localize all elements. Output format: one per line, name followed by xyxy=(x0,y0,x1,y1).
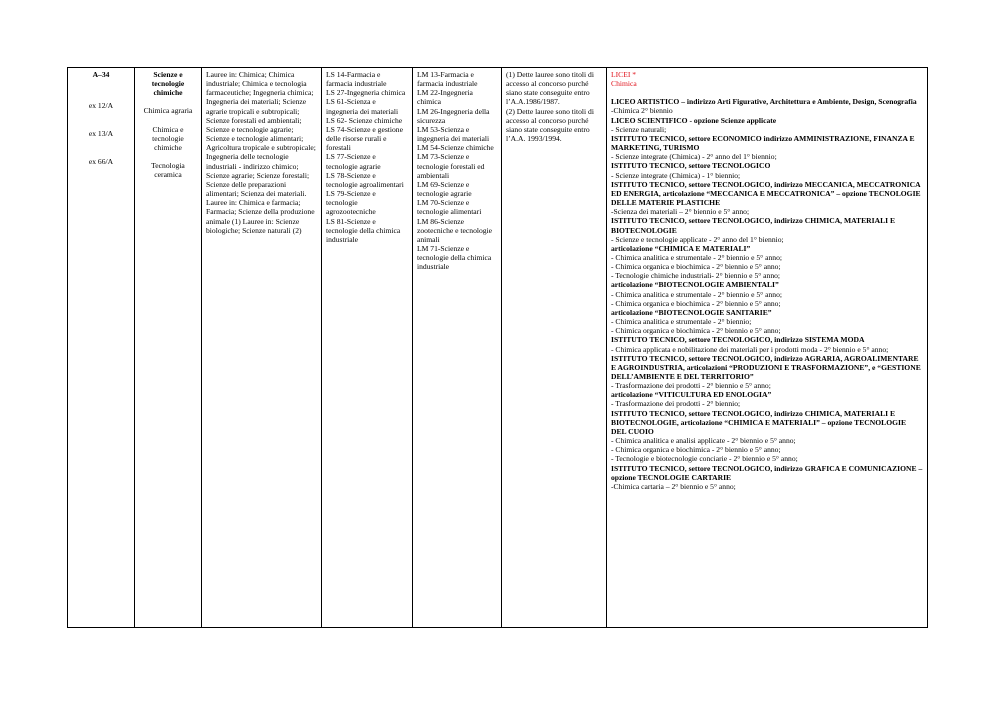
subject-line: - Chimica organica e biochimica - 2° biennio e 5° anno; xyxy=(611,298,781,308)
school-heading: ISTITUTO TECNICO, settore ECONOMICO indirizzo AMMINISTRAZIONE, FINANZA E MARKETING, TURISMO xyxy=(611,133,915,153)
note: (2) Dette lauree sono titoli di accesso al concorso purché siano state conseguite entro l’A.A. 1993/1994. xyxy=(506,106,594,144)
list-item: LS 81-Scienze e tecnologie della chimica industriale xyxy=(326,216,401,244)
subject-line: -Chimica 2° biennio xyxy=(611,106,673,116)
subject-line: - Trasformazione dei prodotti - 2° biennio e 5° anno; xyxy=(611,381,771,391)
school-heading: ISTITUTO TECNICO, settore TECNOLOGICO, indirizzo CHIMICA, MATERIALI E BIOTECNOLOGIE, articolazione “CHIMICA E MATERIALI” – opzione TECNOLOGIE DEL CUOIO xyxy=(611,408,907,436)
licei-subject: Chimica xyxy=(611,79,637,89)
former-code: ex 12/A xyxy=(88,101,114,111)
list-item: LS 62- Scienze chimiche xyxy=(326,115,403,125)
list-item: LM 86-Scienze zootecniche e tecnologie animali xyxy=(417,216,493,244)
list-item: LS 79-Scienze e tecnologie agrozootecniche xyxy=(326,189,376,217)
spacer xyxy=(611,88,923,97)
table-row xyxy=(68,68,928,628)
list-item: LS 77-Scienze e tecnologie agrarie xyxy=(326,152,381,171)
subject-line: - Scienze integrate (Chimica) - 2° anno del 1° biennio; xyxy=(611,152,777,162)
subject-line: - Chimica analitica e strumentale - 2° biennio; xyxy=(611,317,752,327)
former-name: Chimica e tecnologie chimiche xyxy=(152,124,184,152)
subject-line: - Chimica organica e biochimica - 2° biennio e 5° anno; xyxy=(611,262,781,272)
degrees-ls-cell xyxy=(322,68,413,628)
list-item: LM 22-Ingegneria chimica xyxy=(417,88,473,107)
former-code: ex 13/A xyxy=(88,129,114,139)
list-item: LM 69-Scienze e tecnologie agrarie xyxy=(417,179,472,199)
list-item: LM 53-Scienza e ingegneria dei materiali xyxy=(417,124,490,144)
school-heading: ISTITUTO TECNICO, settore TECNOLOGICO, indirizzo MECCANICA, MECCATRONICA ED ENERGIA, articolazione “MECCANICA E MECCATRONICA” – opzione TECNOLOGIE DELLE MATERIE PLASTICHE xyxy=(611,179,921,208)
note: (1) Dette lauree sono titoli di accesso al concorso purché siano state conseguite entro l’A.A.1986/1987. xyxy=(506,70,594,107)
degrees-lm-cell xyxy=(413,68,502,628)
teaching-list xyxy=(611,97,923,491)
list-item: LS 27-Ingegneria chimica xyxy=(326,88,406,98)
subject-line: - Chimica analitica e strumentale - 2° biennio e 5° anno; xyxy=(611,252,782,262)
notes-cell xyxy=(502,68,607,628)
subject-line: - Chimica analitica e strumentale - 2° biennio e 5° anno; xyxy=(611,289,782,299)
subject-line: - Tecnologie chimiche industriali- 2° biennio e 5° anno; xyxy=(611,271,781,281)
subject-line: - Scienze integrate (Chimica) - 1° biennio; xyxy=(611,170,741,180)
school-heading: ISTITUTO TECNICO, settore TECNOLOGICO, indirizzo AGRARIA, AGROALIMENTARE E AGROINDUSTRIA, articolazioni “PRODUZIONI E TRASFORMAZIONE”, e “GESTIONE DELL’AMBIENTE E DEL TERRITORIO” xyxy=(611,353,921,381)
code-cell xyxy=(68,68,135,628)
subject-line: - Chimica applicata e nobilitazione dei materiali per i prodotti moda - 2° biennio e 5° anno; xyxy=(611,344,889,354)
degrees-old-text: Lauree in: Chimica; Chimica industriale; Chimica e tecnologia farmaceutiche; Ingegneria chimica; Ingegneria dei materiali; Scienze agrarie tropicali e subtropicali; Scienze forestali ed ambientali; Scienze e tecnologie agrarie; Scienze e tecnologie alimentari; Agricoltura tropicale e subtropicale; Ingegneria delle tecnologie industriali - indirizzo chimico; Scienze agrarie; Scienze forestali; Scienze delle preparazioni alimentari; Scienza dei materiali. Lauree in: Chimica e farmacia; Farmacia; Scienze della produzione animale (1) Lauree in: Scienze biologiche; Scienze naturali (2) xyxy=(206,70,316,235)
degrees-old-cell xyxy=(202,68,322,628)
subject-line: - Scienze naturali; xyxy=(611,124,667,134)
subject-line: - Trasformazione dei prodotti - 2° biennio; xyxy=(611,399,741,409)
class-name: Scienze e tecnologie chimiche xyxy=(151,70,185,98)
former-name: Tecnologia ceramica xyxy=(151,161,185,180)
school-heading: LICEO SCIENTIFICO - opzione Scienze applicate xyxy=(611,115,777,125)
subject-line: - Tecnologie e biotecnologie conciarie - 2° biennio e 5° anno; xyxy=(611,454,798,464)
subject-line: - Chimica analitica e analisi applicate - 2° biennio e 5° anno; xyxy=(611,436,796,446)
list-item: LM 73-Scienze e tecnologie forestali ed ambientali xyxy=(417,152,485,180)
subject-line: - Chimica organica e biochimica - 2° biennio e 5° anno; xyxy=(611,326,781,336)
list-item: LS 74-Scienze e gestione delle risorse rurali e forestali xyxy=(326,124,403,153)
classe-concorso-table xyxy=(67,67,928,628)
list-item: LS 78-Scienze e tecnologie agroalimentari xyxy=(326,170,404,189)
name-cell xyxy=(135,68,202,628)
school-heading: LICEO ARTISTICO – indirizzo Arti Figurative, Architettura e Ambiente, Design, Scenografia xyxy=(611,97,917,107)
school-heading: articolazione “CHIMICA E MATERIALI” xyxy=(611,243,751,253)
subject-line: - Scienze e tecnologie applicate - 2° anno del 1° biennio; xyxy=(611,234,784,244)
school-heading: ISTITUTO TECNICO, settore TECNOLOGICO xyxy=(611,161,771,171)
licei-label: LICEI * xyxy=(611,70,637,79)
teaching-cell xyxy=(607,68,928,628)
school-heading: articolazione “VITICULTURA ED ENOLOGIA” xyxy=(611,390,772,400)
list-item: LM 71-Scienze e tecnologie della chimica industriale xyxy=(417,243,492,272)
list-item: LS 14-Farmacia e farmacia industriale xyxy=(326,70,387,89)
school-heading: articolazione “BIOTECNOLOGIE SANITARIE” xyxy=(611,307,772,317)
former-code: ex 66/A xyxy=(88,157,114,167)
list-item: LM 13-Farmacia e farmacia industriale xyxy=(417,70,478,89)
school-heading: articolazione “BIOTECNOLOGIE AMBIENTALI” xyxy=(611,280,779,290)
list-item: LS 61-Scienza e ingegneria dei materiali xyxy=(326,97,399,116)
subject-line: -Chimica cartaria – 2° biennio e 5° anno; xyxy=(611,481,736,491)
list-item: LM 26-Ingegneria della sicurezza xyxy=(417,106,490,125)
list-item: LM 70-Scienze e tecnologie alimentari xyxy=(417,198,482,217)
subject-line: - Chimica organica e biochimica - 2° biennio e 5° anno; xyxy=(611,445,781,455)
subject-line: -Scienza dei materiali – 2° biennio e 5° anno; xyxy=(611,207,750,217)
school-heading: ISTITUTO TECNICO, settore TECNOLOGICO, indirizzo CHIMICA, MATERIALI E BIOTECNOLOGIE xyxy=(611,216,896,235)
school-heading: ISTITUTO TECNICO, settore TECNOLOGICO, indirizzo SISTEMA MODA xyxy=(611,335,865,345)
class-code: A–34 xyxy=(92,70,110,79)
former-name: Chimica agraria xyxy=(143,106,193,116)
school-heading: ISTITUTO TECNICO, settore TECNOLOGICO, indirizzo GRAFICA E COMUNICAZIONE – opzione TECNOLOGIE CARTARIE xyxy=(611,463,923,482)
list-item: LM 54-Scienze chimiche xyxy=(417,143,494,153)
